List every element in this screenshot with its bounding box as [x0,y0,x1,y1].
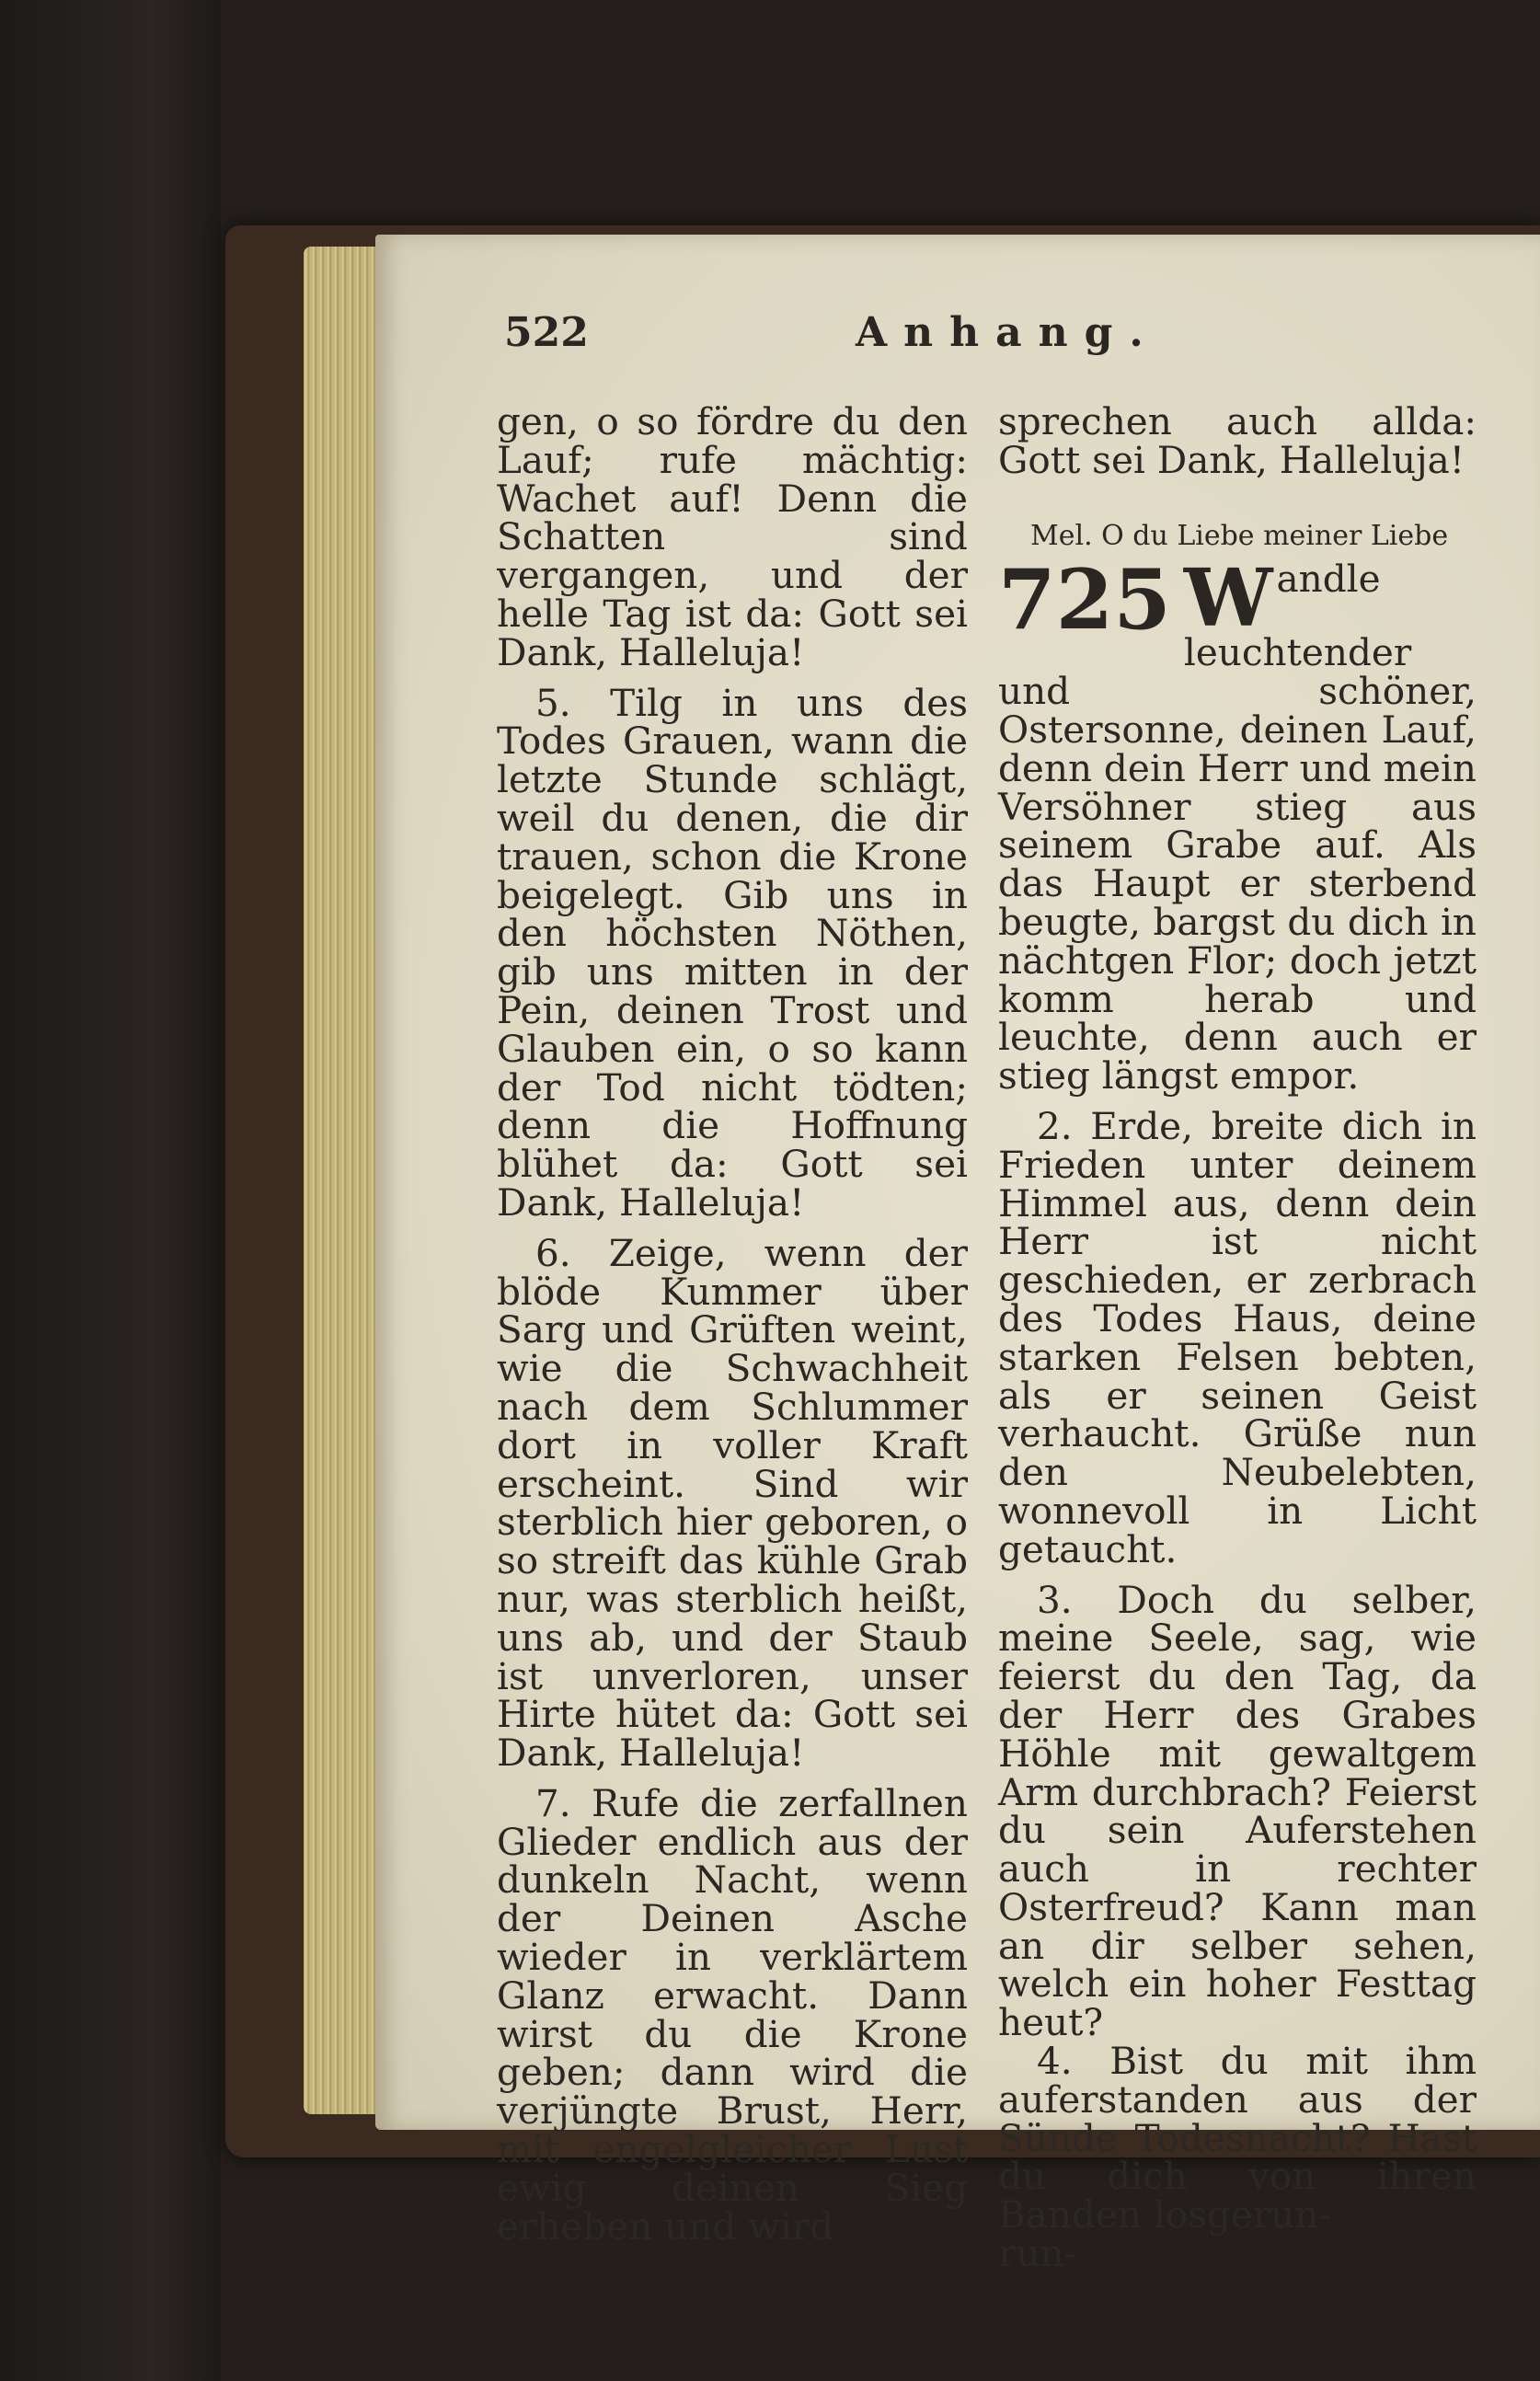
verse-continuation: gen, o so fördre du den Lauf; rufe mächtig: Wachet auf! Denn die Schatten sind vergangen, und der helle Tag ist da: Gott sei Dank, Halleluja! [497,399,968,674]
page-number: 522 [504,309,589,356]
verse-continuation: sprechen auch allda: Gott sei Dank, Halleluja! [998,399,1477,482]
verse-5: 5. Tilg in uns des Todes Grauen, wann die letzte Stunde schlägt, weil du denen, die dir trauen, schon die Krone beigelegt. Gib uns in den höchsten Nöthen, gib uns mitten in der Pein, deinen Trost und Glauben ein, o so kann der Tod nicht tödten; denn die Hoffnung blühet da: Gott sei Dank, Halleluja! [497,680,968,1225]
verse-2: 2. Erde, breite dich in Frieden unter deinem Himmel aus, denn dein Herr ist nicht geschieden, er zerbrach des Todes Haus, deine starken Felsen bebten, als er seinen Geist verhaucht. Grüße nun den Neubelebten, wonnevoll in Licht getaucht. [998,1103,1477,1571]
running-head: Anhang. [856,309,1160,356]
drop-cap: W [1183,552,1273,646]
catchword: run- [998,2231,1077,2276]
verse-1: andle leuchtender und schöner, Ostersonne, deinen Lauf, denn dein Herr und mein Versöhner stieg aus seinem Grabe auf. Als das Haupt er sterbend beugte, bargst du dich in nächtgen Flor; doch jetzt komm herab und leuchte, denn auch er stieg längst empor. [998,557,1477,1098]
page-edges [304,247,377,2114]
left-column [497,399,968,2249]
melody-line: Mel. O du Liebe meiner Liebe [1030,519,1449,552]
hymn-725 [998,551,1477,1098]
background-surface [0,0,221,2381]
verse-4: 4. Bist du mit ihm auferstanden aus der Sünde Todesnacht? Hast du dich von ihren Banden losgerun- [998,2039,1477,2237]
right-column [998,399,1477,2276]
hymn-number: 725 [998,551,1171,650]
verse-7: 7. Rufe die zerfallnen Glieder endlich aus der dunkeln Nacht, wenn der Deinen Asche wieder in verklärtem Glanz erwacht. Dann wirst du die Krone geben; dann wird die verjüngte Brust, Herr, mit engelgleicher Lust ewig deinen Sieg erheben und wird [497,1780,968,2249]
verse-6: 6. Zeige, wenn der blöde Kummer über Sarg und Grüften weint, wie die Schwachheit nach dem Schlummer dort in voller Kraft erscheint. Sind wir sterblich hier geboren, o so streift das kühle Grab nur, was sterblich heißt, uns ab, und der Staub ist unverloren, unser Hirte hütet da: Gott sei Dank, Halleluja! [497,1230,968,1776]
verse-3: 3. Doch du selber, meine Seele, sag, wie feierst du den Tag, da der Herr des Grabes Höhle mit gewaltgem Arm durchbrach? Feierst du sein Auferstehen auch in rechter Osterfreud? Kann man an dir selber sehen, welch ein hoher Festtag heut? [998,1577,1477,2045]
